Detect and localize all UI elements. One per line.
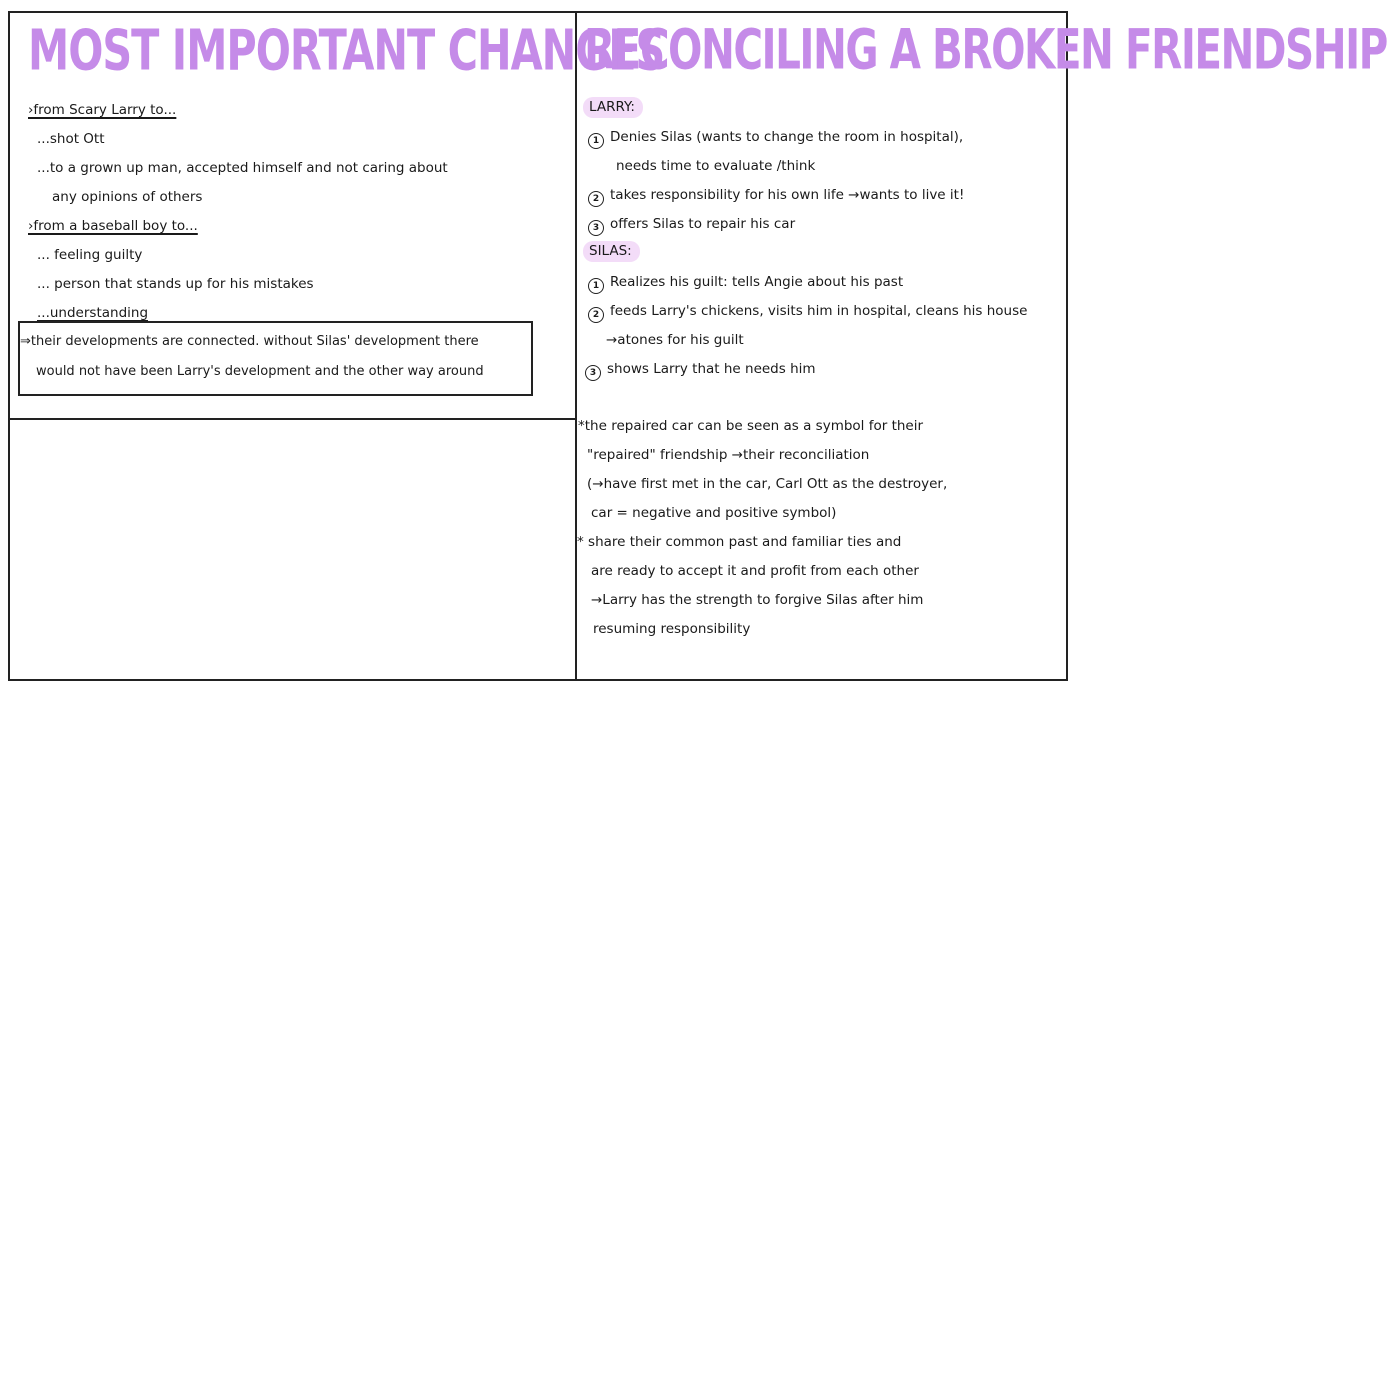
- right-title: RECONCILING A BROKEN FRIENDSHIP: [584, 17, 1387, 82]
- silas-point: [606, 334, 744, 348]
- larry-change-heading: ›from Scary Larry to...: [28, 102, 177, 118]
- left-section-divider: [10, 418, 576, 420]
- larry-point: [588, 131, 963, 149]
- summary-line: would not have been Larry's development and the other way around: [36, 364, 484, 379]
- larry-point: [588, 218, 795, 236]
- silas-change-item: ... person that stands up for his mistakes: [37, 276, 314, 292]
- silas-point: [585, 363, 816, 381]
- larry-point-text: Denies Silas (wants to change the room in hospital),: [610, 129, 964, 145]
- note-line: *the repaired car can be seen as a symbol for their: [578, 418, 924, 434]
- note-line: (→have first met in the car, Carl Ott as the destroyer,: [587, 476, 948, 492]
- silas-point-text: feeds Larry's chickens, visits him in hospital, cleans his house: [610, 303, 1028, 319]
- note-line: "repaired" friendship →their reconciliation: [587, 447, 870, 463]
- number-badge: 2: [588, 191, 604, 207]
- silas-point-text: →atones for his guilt: [606, 332, 744, 348]
- number-badge: 3: [588, 220, 604, 236]
- silas-label: [583, 245, 640, 259]
- silas-point: [588, 276, 903, 294]
- number-badge: 1: [588, 133, 604, 149]
- note-line: car = negative and positive symbol): [591, 505, 837, 521]
- larry-change-item: any opinions of others: [52, 189, 203, 205]
- larry-point: [616, 160, 815, 174]
- column-divider: [575, 11, 577, 681]
- note-line: →Larry has the strength to forgive Silas after him: [591, 592, 924, 608]
- number-badge: 2: [588, 307, 604, 323]
- note-line: * share their common past and familiar ties and: [577, 534, 902, 550]
- note-line: resuming responsibility: [593, 621, 751, 637]
- larry-label: [583, 101, 643, 115]
- silas-point-text: shows Larry that he needs him: [607, 361, 816, 377]
- note-line: are ready to accept it and profit from each other: [591, 563, 919, 579]
- larry-change-item: ...to a grown up man, accepted himself and not caring about: [37, 160, 448, 176]
- larry-change-item: ...shot Ott: [37, 131, 105, 147]
- silas-change-item: ... feeling guilty: [37, 247, 143, 263]
- summary-line: ⇒their developments are connected. without Silas' development there: [20, 334, 479, 349]
- larry-point-text: needs time to evaluate /think: [616, 158, 816, 174]
- silas-point: [588, 305, 1027, 323]
- larry-point: [588, 189, 964, 207]
- number-badge: 3: [585, 365, 601, 381]
- larry-point-text: takes responsibility for his own life →wants to live it!: [610, 187, 965, 203]
- summary-box: [18, 321, 533, 396]
- silas-change-item: ...understanding: [37, 305, 149, 321]
- left-title: MOST IMPORTANT CHANGES: [28, 17, 665, 84]
- silas-change-heading: ›from a baseball boy to...: [28, 218, 198, 234]
- silas-label-text: SILAS:: [583, 241, 640, 262]
- larry-label-text: LARRY:: [583, 97, 643, 118]
- number-badge: 1: [588, 278, 604, 294]
- larry-point-text: offers Silas to repair his car: [610, 216, 796, 232]
- silas-point-text: Realizes his guilt: tells Angie about his past: [610, 274, 904, 290]
